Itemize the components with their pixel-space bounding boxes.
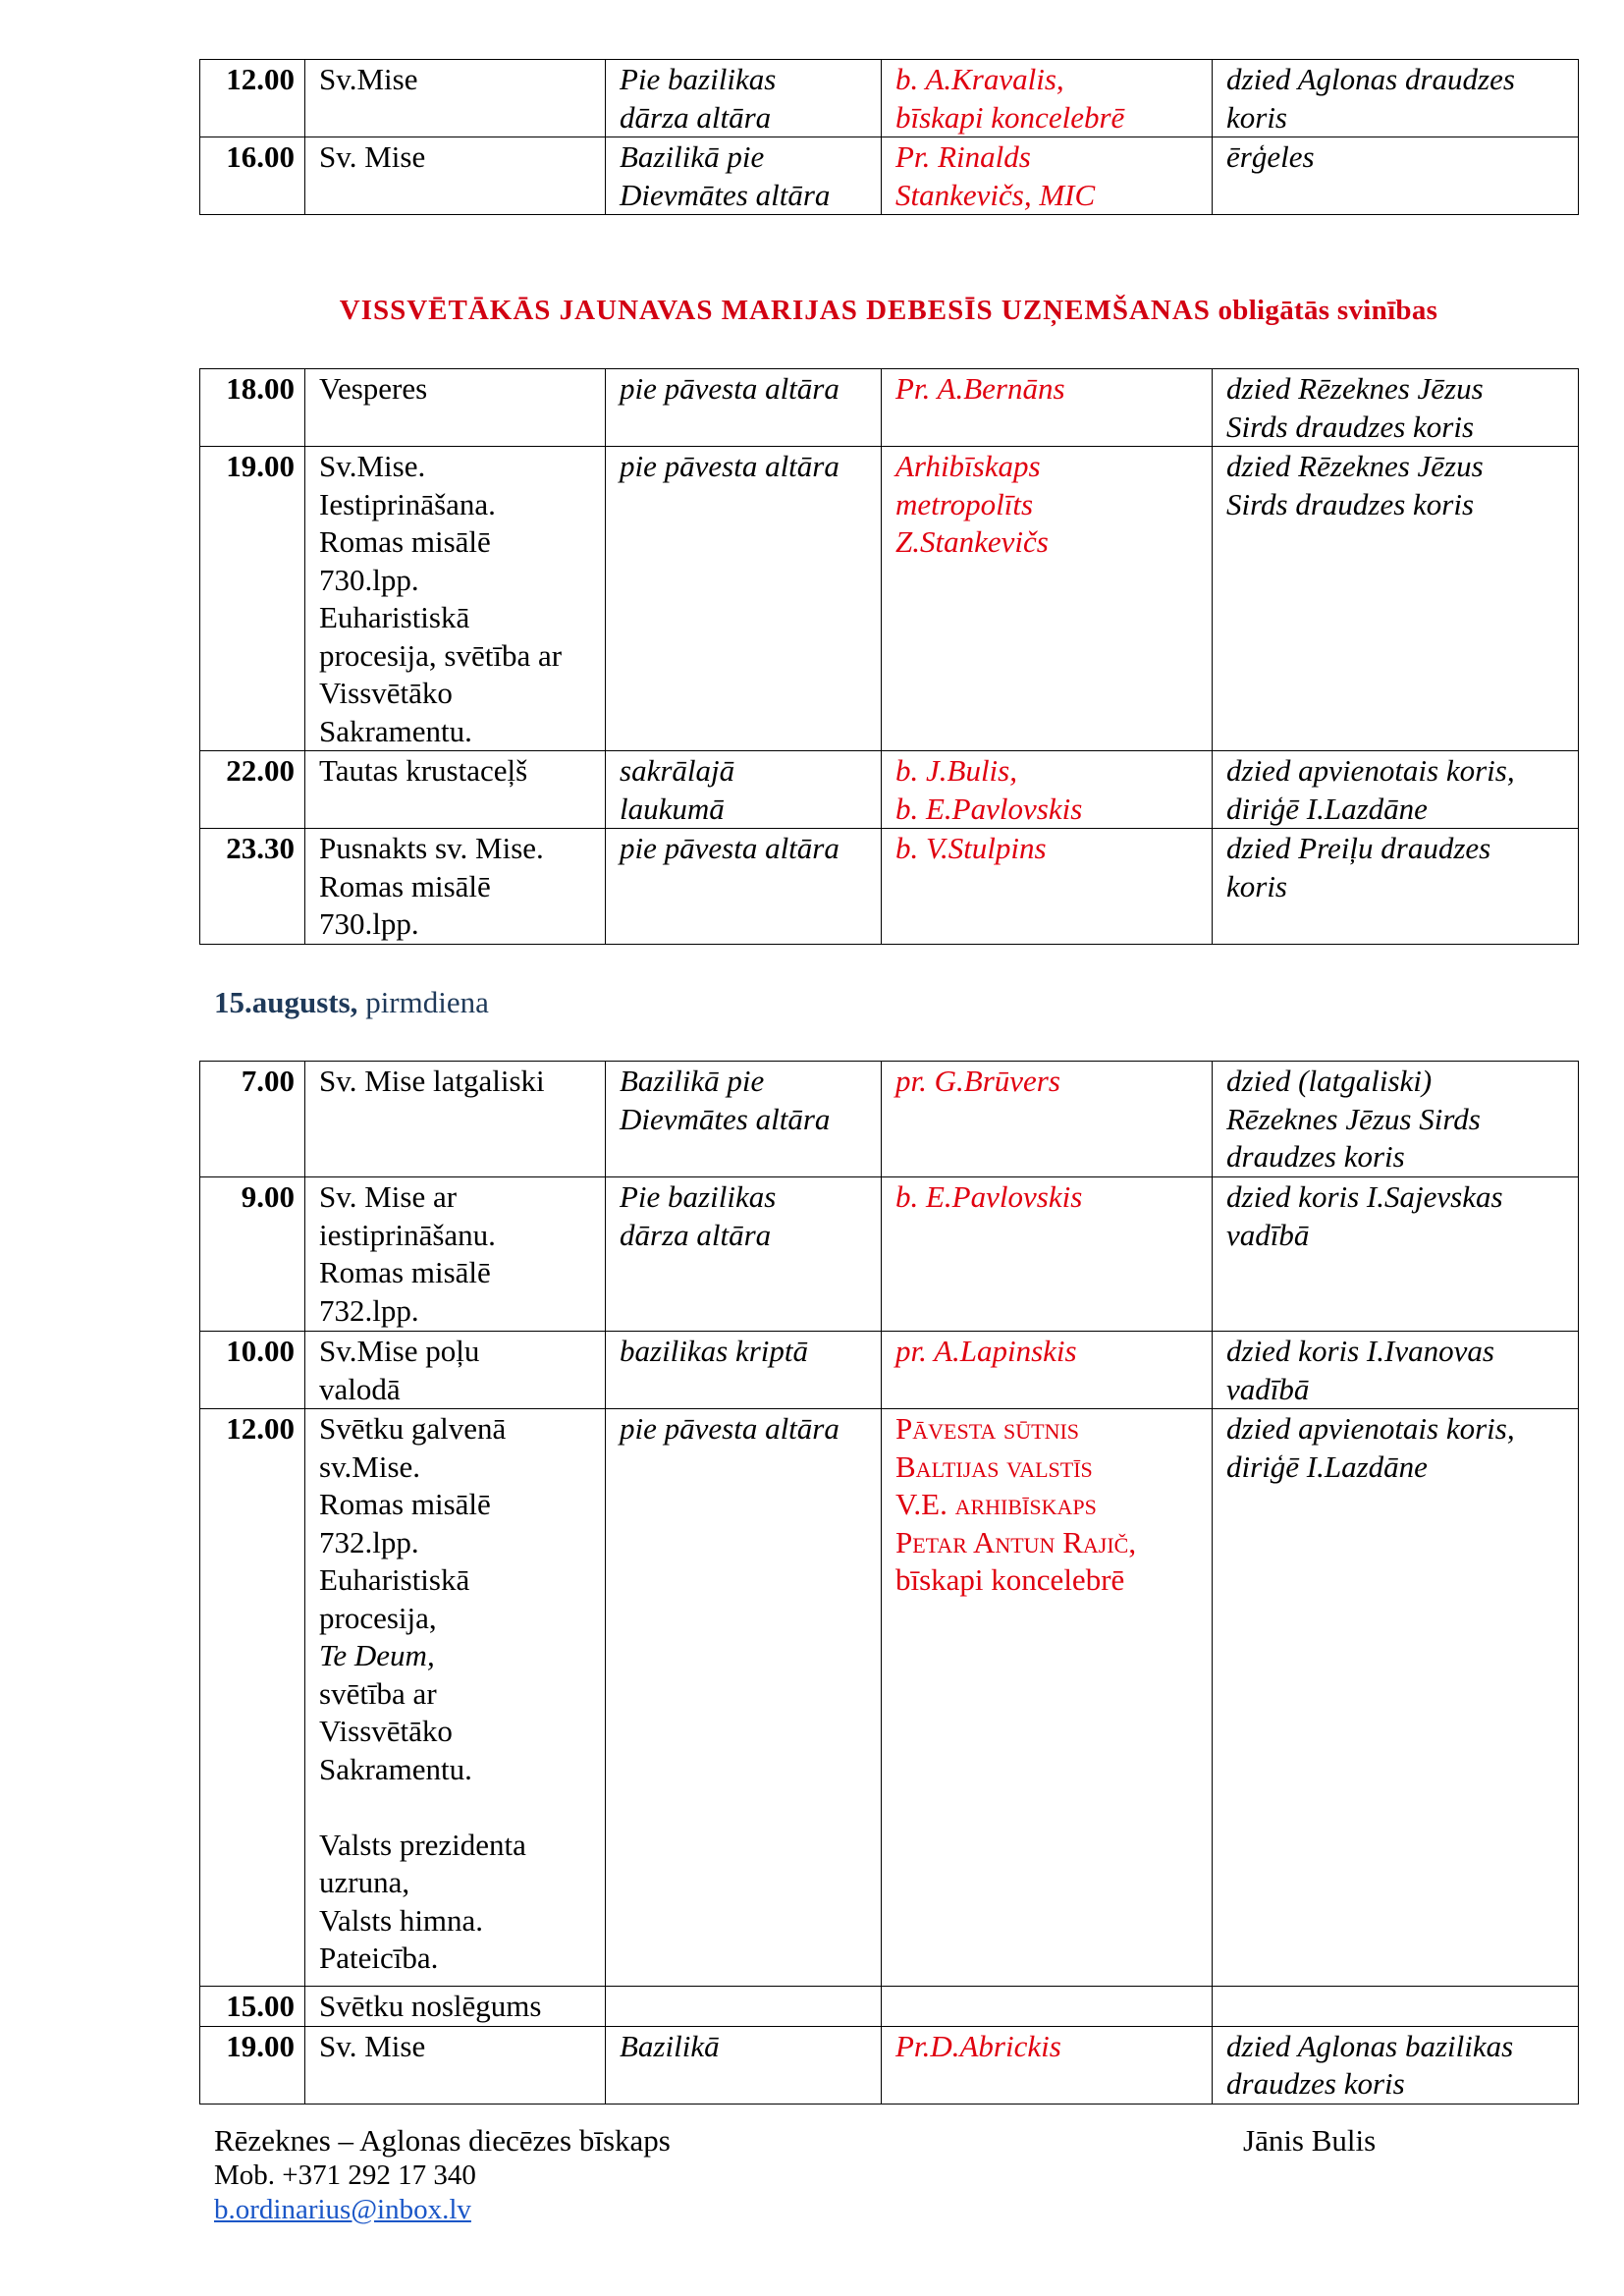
music-cell: dzied Preiļu draudzes koris <box>1213 829 1579 945</box>
te-deum-text: Te Deum, <box>319 1638 435 1672</box>
place-cell: Pie bazilikas dārza altāra <box>606 1177 882 1332</box>
celebrant-cell: pr. G.Brūvers <box>882 1062 1213 1177</box>
service-cell: Sv. Mise <box>305 2026 606 2104</box>
footer-title: Rēzeknes – Aglonas diecēzes bīskaps <box>214 2123 671 2158</box>
feast-title: VISSVĒTĀKĀS JAUNAVAS MARIJAS DEBESĪS UZŅEMŠANAS <box>339 295 1211 326</box>
service-cell: Svētku noslēgums <box>305 1987 606 2027</box>
celebrant-cell: Pr. A.Bernāns <box>882 369 1213 447</box>
time-cell: 9.00 <box>200 1177 305 1332</box>
feast-heading <box>199 295 1578 327</box>
service-cell: Sv. Mise ar iestiprināšanu. Romas misālē 732.lpp. <box>305 1177 606 1332</box>
time-cell: 22.00 <box>200 751 305 829</box>
service-text: Svētku galvenā sv.Mise. Romas misālē 732.lpp. Euharistiskā procesija, <box>319 1411 507 1635</box>
table-row <box>200 1987 1579 2027</box>
time-cell: 19.00 <box>200 2026 305 2104</box>
celebrant-cell: b. J.Bulis, b. E.Pavlovskis <box>882 751 1213 829</box>
celebrant-cell: b. V.Stulpins <box>882 829 1213 945</box>
time-cell: 12.00 <box>200 60 305 137</box>
music-cell: dzied Rēzeknes Jēzus Sirds draudzes koris <box>1213 369 1579 447</box>
music-cell: dzied (latgaliski) Rēzeknes Jēzus Sirds draudzes koris <box>1213 1062 1579 1177</box>
service-text: svētība ar Vissvētāko Sakramentu. Valsts prezidenta uzruna, Valsts himna. Pateicība. <box>319 1675 526 1975</box>
table-row <box>200 137 1579 215</box>
music-cell: dzied koris I.Ivanovas vadībā <box>1213 1332 1579 1409</box>
celebrant-cell: Arhibīskaps metropolīts Z.Stankevičs <box>882 447 1213 751</box>
celebrant-cell <box>882 1409 1213 1987</box>
time-cell: 7.00 <box>200 1062 305 1177</box>
feast-subtitle: obligātās svinības <box>1218 295 1438 326</box>
place-cell: Bazilikā pie Dievmātes altāra <box>606 137 882 215</box>
celebrant-cell: Pr. Rinalds Stankevičs, MIC <box>882 137 1213 215</box>
date-label: 15.augusts, <box>214 985 358 1019</box>
music-cell: dzied Rēzeknes Jēzus Sirds draudzes koris <box>1213 447 1579 751</box>
schedule-table-2 <box>199 368 1579 945</box>
table-row <box>200 2026 1579 2104</box>
music-cell: ērģeles <box>1213 137 1579 215</box>
table-row <box>200 1177 1579 1332</box>
schedule-table-1 <box>199 59 1579 215</box>
service-cell: Pusnakts sv. Mise. Romas misālē 730.lpp. <box>305 829 606 945</box>
celebrant-cell: Pr.D.Abrickis <box>882 2026 1213 2104</box>
service-cell: Sv.Mise. Iestiprināšana. Romas misālē 730.lpp. Euharistiskā procesija, svētība ar Vissvētāko Sakramentu. <box>305 447 606 751</box>
music-cell <box>1213 1987 1579 2027</box>
place-cell <box>606 1987 882 2027</box>
table-row <box>200 1062 1579 1177</box>
place-cell: sakrālajā laukumā <box>606 751 882 829</box>
place-cell: bazilikas kriptā <box>606 1332 882 1409</box>
service-cell: Vesperes <box>305 369 606 447</box>
footer-phone: Mob. +371 292 17 340 <box>214 2159 476 2191</box>
music-cell: dzied apvienotais koris, diriģē I.Lazdāne <box>1213 1409 1579 1987</box>
time-cell: 15.00 <box>200 1987 305 2027</box>
time-cell: 12.00 <box>200 1409 305 1987</box>
footer-email-link[interactable]: b.ordinarius@inbox.lv <box>214 2194 471 2225</box>
time-cell: 19.00 <box>200 447 305 751</box>
place-cell: Bazilikā pie Dievmātes altāra <box>606 1062 882 1177</box>
celebrant-cell <box>882 1987 1213 2027</box>
service-cell: Sv. Mise <box>305 137 606 215</box>
table-row <box>200 829 1579 945</box>
date-heading <box>214 985 489 1020</box>
music-cell: dzied Aglonas bazilikas draudzes koris <box>1213 2026 1579 2104</box>
service-cell <box>305 1409 606 1987</box>
celebrant-cell: pr. A.Lapinskis <box>882 1332 1213 1409</box>
celebrant-cell: b. E.Pavlovskis <box>882 1177 1213 1332</box>
table-row <box>200 751 1579 829</box>
time-cell: 10.00 <box>200 1332 305 1409</box>
place-cell: pie pāvesta altāra <box>606 369 882 447</box>
time-cell: 18.00 <box>200 369 305 447</box>
time-cell: 16.00 <box>200 137 305 215</box>
table-row <box>200 1332 1579 1409</box>
time-cell: 23.30 <box>200 829 305 945</box>
place-cell: pie pāvesta altāra <box>606 829 882 945</box>
music-cell: dzied koris I.Sajevskas vadībā <box>1213 1177 1579 1332</box>
place-cell: Pie bazilikas dārza altāra <box>606 60 882 137</box>
music-cell: dzied Aglonas draudzes koris <box>1213 60 1579 137</box>
service-cell: Sv. Mise latgaliski <box>305 1062 606 1177</box>
place-cell: pie pāvesta altāra <box>606 1409 882 1987</box>
table-row <box>200 369 1579 447</box>
table-row <box>200 60 1579 137</box>
place-cell: Bazilikā <box>606 2026 882 2104</box>
service-cell: Sv.Mise poļu valodā <box>305 1332 606 1409</box>
music-cell: dzied apvienotais koris, diriģē I.Lazdāne <box>1213 751 1579 829</box>
celebrant-cell: b. A.Kravalis, bīskapi koncelebrē <box>882 60 1213 137</box>
service-cell: Sv.Mise <box>305 60 606 137</box>
table-row <box>200 447 1579 751</box>
celebrant-text: bīskapi koncelebrē <box>895 1562 1125 1597</box>
place-cell: pie pāvesta altāra <box>606 447 882 751</box>
footer-signature: Jānis Bulis <box>1243 2123 1377 2158</box>
celebrant-text: Pāvesta sūtnis Baltijas valstīs V.E. arhibīskaps Petar Antun Rajič, <box>895 1411 1137 1559</box>
table-row <box>200 1409 1579 1987</box>
schedule-table-3 <box>199 1061 1579 2105</box>
service-cell: Tautas krustaceļš <box>305 751 606 829</box>
weekday-label: pirmdiena <box>365 985 489 1019</box>
